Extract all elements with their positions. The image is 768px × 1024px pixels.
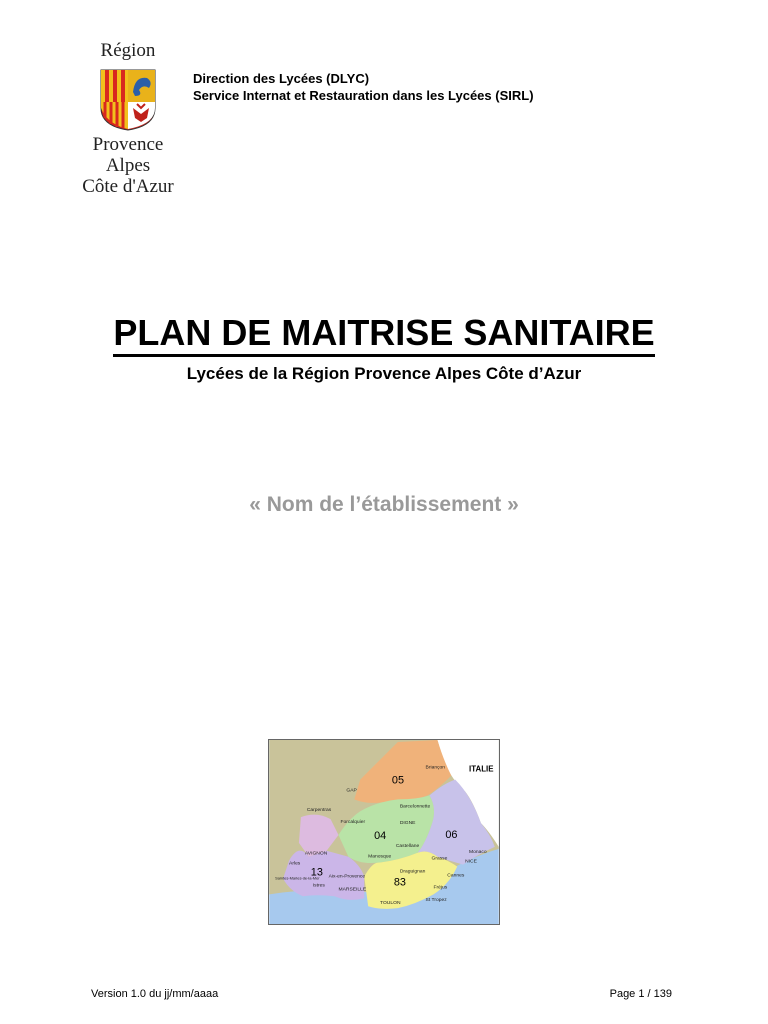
map-city-briancon: Briançon <box>425 765 446 771</box>
map-city-gap: GAP <box>346 788 357 794</box>
map-label-04: 04 <box>374 829 387 842</box>
map-city-istres: Istres <box>312 883 325 889</box>
map-city-cannes: Cannes <box>447 873 465 879</box>
map-city-barcelonnette: Barcelonnette <box>399 804 431 810</box>
document-header <box>193 70 534 104</box>
map-city-frejus: Fréjus <box>433 885 448 891</box>
logo-region-word: Région <box>100 40 156 61</box>
map-city-forcalquier: Forcalquier <box>340 820 366 826</box>
map-city-aix-en-provence: Aix-en-Provence <box>328 874 366 880</box>
map-city-st-tropez: St Tropez <box>425 898 447 904</box>
map-city-monaco: Monaco <box>469 849 487 855</box>
map-city-castellane: Castellane <box>395 843 420 849</box>
map-city-saintes-maries: Saintes-Maries-de-la-Mer <box>275 875 320 881</box>
map-label-13: 13 <box>310 866 323 879</box>
document-title-text: PLAN DE MAITRISE SANITAIRE <box>113 312 654 357</box>
map-label-83: 83 <box>393 876 407 889</box>
map-city-nice: NICE <box>465 859 477 865</box>
region-logo <box>68 40 188 200</box>
map-label-05: 05 <box>391 774 405 787</box>
map-city-draguignan: Draguignan <box>399 869 426 875</box>
region-map <box>268 739 500 925</box>
document-title <box>0 312 768 354</box>
header-direction: Direction des Lycées (DLYC) <box>193 71 370 86</box>
map-city-arles: Arles <box>289 861 301 867</box>
logo-alpes: Alpes <box>105 155 151 176</box>
logo-region-name <box>68 134 188 197</box>
map-city-marseille: MARSEILLE <box>338 887 367 893</box>
establishment-name-placeholder: « Nom de l’établissement » <box>249 493 519 516</box>
map-city-grasse: Grasse <box>431 856 448 862</box>
header-service: Service Internat et Restauration dans les Lycées (SIRL) <box>193 88 534 103</box>
map-city-carpentras: Carpentras <box>306 808 332 814</box>
footer-version: Version 1.0 du jj/mm/aaaa <box>91 988 219 1000</box>
map-label-06: 06 <box>445 828 458 841</box>
logo-provence: Provence <box>92 134 164 155</box>
document-subtitle: Lycées de la Région Provence Alpes Côte d’Azur <box>186 364 582 383</box>
map-label-italie: ITALIE <box>469 764 494 774</box>
map-city-toulon: TOULON <box>380 901 401 907</box>
footer-page-number: Page 1 / 139 <box>609 988 672 1000</box>
logo-cote-dazur: Côte d'Azur <box>82 176 174 197</box>
map-city-manosque: Manosque <box>368 854 392 860</box>
map-city-digne: DIGNE <box>399 821 416 827</box>
coat-of-arms-icon <box>99 68 157 132</box>
map-city-avignon: AVIGNON <box>304 851 328 857</box>
